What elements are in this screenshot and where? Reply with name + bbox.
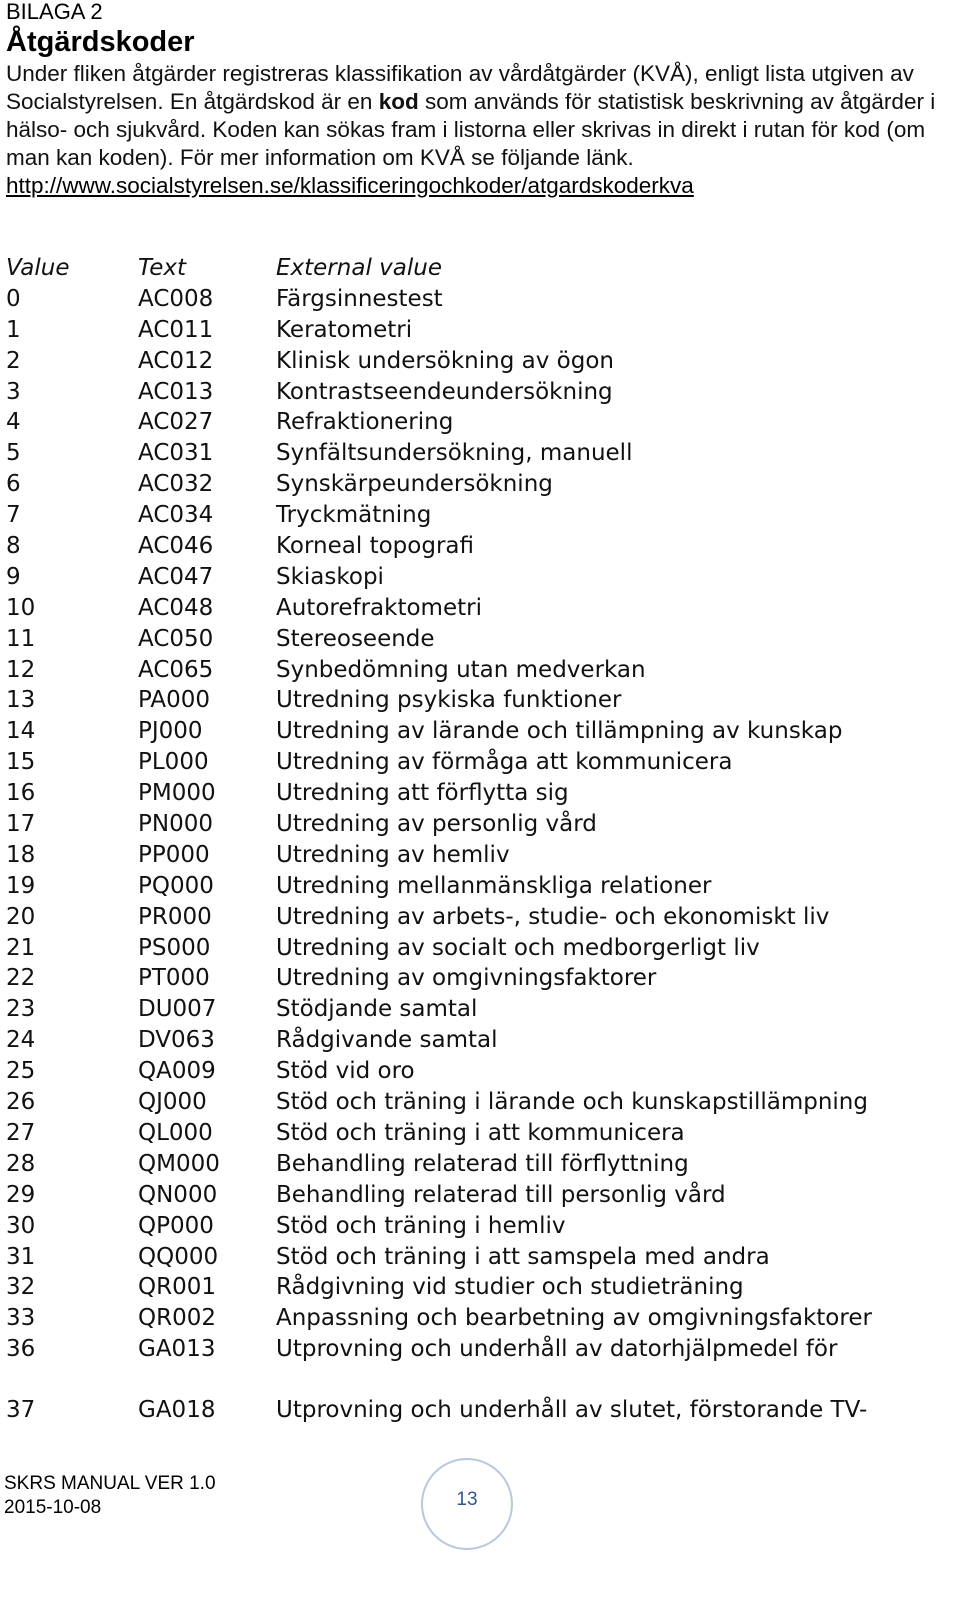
cell-external-value: Färgsinnestest [276, 285, 443, 312]
cell-value: 8 [6, 533, 21, 560]
cell-external-value: Utredning av socialt och medborgerligt liv [276, 934, 760, 961]
cell-value: 28 [6, 1150, 36, 1177]
cell-value: 9 [6, 563, 21, 590]
appendix-label: BILAGA 2 [6, 0, 103, 24]
cell-value: 29 [6, 1181, 36, 1208]
cell-code: GA013 [138, 1336, 216, 1363]
cell-code: AC047 [138, 563, 214, 590]
kva-link[interactable]: http://www.socialstyrelsen.se/klassificeringochkoder/atgardskoderkva [6, 173, 694, 198]
cell-value: 5 [6, 440, 21, 467]
cell-value: 31 [6, 1243, 36, 1270]
cell-code: AC012 [138, 347, 214, 374]
cell-external-value: Klinisk undersökning av ögon [276, 347, 614, 374]
cell-code: QJ000 [138, 1089, 207, 1116]
cell-external-value-line1: Utprovning och underhåll av datorhjälpmedel för [276, 1336, 838, 1363]
table-row [6, 500, 956, 531]
column-header-external-value: External value [276, 255, 442, 281]
cell-code: AC050 [138, 625, 214, 652]
table-row [6, 1303, 956, 1334]
cell-external-value-line1: Utprovning och underhåll av slutet, förstorande TV- [276, 1397, 868, 1424]
cell-code: QR001 [138, 1274, 216, 1301]
table-row [6, 655, 956, 686]
table-row [6, 1087, 956, 1118]
table-row [6, 716, 956, 747]
cell-external-value: Skiaskopi [276, 563, 384, 590]
cell-code: AC027 [138, 409, 214, 436]
cell-code: DV063 [138, 1027, 215, 1054]
cell-external-value: Refraktionering [276, 409, 454, 436]
table-row [6, 438, 956, 469]
cell-external-value: Tryckmätning [276, 502, 432, 529]
cell-external-value: Utredning av omgivningsfaktorer [276, 965, 657, 992]
table-row [6, 809, 956, 840]
cell-external-value: Anpassning och bearbetning av omgivningsfaktorer [276, 1305, 872, 1332]
table-row [6, 1118, 956, 1149]
cell-external-value: Stöd och träning i att kommunicera [276, 1119, 685, 1146]
column-header-value: Value [6, 255, 70, 281]
cell-external-value: Stöd och träning i hemliv [276, 1212, 566, 1239]
cell-code: AC046 [138, 533, 214, 560]
cell-value: 21 [6, 934, 36, 961]
table-row [6, 963, 956, 994]
cell-code: GA018 [138, 1397, 216, 1424]
cell-external-value: Synbedömning utan medverkan [276, 656, 646, 683]
table-row [6, 593, 956, 624]
table-row [6, 407, 956, 438]
cell-external-value: Utredning av förmåga att kommunicera [276, 749, 733, 776]
cell-value: 12 [6, 656, 36, 683]
table-row [6, 902, 956, 933]
cell-external-value: Utredning av hemliv [276, 841, 510, 868]
cell-value: 32 [6, 1274, 36, 1301]
cell-value: 17 [6, 811, 36, 838]
cell-value: 2 [6, 347, 21, 374]
cell-value: 14 [6, 718, 36, 745]
cell-code: AC048 [138, 594, 214, 621]
table-row [6, 562, 956, 593]
cell-value: 25 [6, 1058, 36, 1085]
column-header-text: Text [138, 255, 186, 281]
cell-value: 1 [6, 316, 21, 343]
cell-external-value: Korneal topografi [276, 533, 474, 560]
table-row [6, 469, 956, 500]
cell-external-value: Kontrastseendeundersökning [276, 378, 613, 405]
cell-code: PA000 [138, 687, 211, 714]
codes-table [6, 253, 956, 1456]
page-footer [4, 1472, 216, 1520]
cell-external-value: Synfältsundersökning, manuell [276, 440, 633, 467]
cell-code: QQ000 [138, 1243, 219, 1270]
cell-external-value: Utredning att förflytta sig [276, 780, 569, 807]
cell-code: QP000 [138, 1212, 214, 1239]
cell-code: PS000 [138, 934, 211, 961]
table-row [6, 1211, 956, 1242]
cell-external-value: Stöd och träning i lärande och kunskapstillämpning [276, 1089, 868, 1116]
cell-external-value [276, 1334, 956, 1395]
table-body [6, 284, 956, 1456]
cell-external-value: Utredning av arbets-, studie- och ekonomiskt liv [276, 903, 830, 930]
cell-value: 30 [6, 1212, 36, 1239]
cell-code: QL000 [138, 1119, 213, 1146]
footer-manual-version: SKRS MANUAL VER 1.0 [4, 1473, 216, 1494]
table-row [6, 1334, 956, 1395]
cell-external-value: Utredning av personlig vård [276, 811, 597, 838]
cell-value: 15 [6, 749, 36, 776]
table-row [6, 377, 956, 408]
page-title: Åtgärdskoder [6, 26, 195, 58]
cell-value: 20 [6, 903, 36, 930]
cell-value: 3 [6, 378, 21, 405]
table-row [6, 685, 956, 716]
cell-code: QN000 [138, 1181, 218, 1208]
table-row [6, 871, 956, 902]
cell-value: 26 [6, 1089, 36, 1116]
cell-value: 37 [6, 1397, 36, 1424]
cell-value: 24 [6, 1027, 36, 1054]
table-header-row [6, 253, 956, 284]
table-row [6, 1056, 956, 1087]
cell-external-value: Rådgivande samtal [276, 1027, 498, 1054]
cell-code: PQ000 [138, 872, 214, 899]
cell-value: 13 [6, 687, 36, 714]
cell-value: 19 [6, 872, 36, 899]
intro-paragraph [6, 60, 956, 172]
cell-value: 16 [6, 780, 36, 807]
cell-value: 27 [6, 1119, 36, 1146]
cell-code: PT000 [138, 965, 210, 992]
intro-keyword: kod [378, 89, 419, 114]
table-row [6, 346, 956, 377]
cell-code: PM000 [138, 780, 216, 807]
cell-value: 36 [6, 1336, 36, 1363]
cell-code: AC031 [138, 440, 214, 467]
cell-code: PP000 [138, 841, 210, 868]
table-row [6, 994, 956, 1025]
cell-external-value: Autorefraktometri [276, 594, 482, 621]
page-number-badge [421, 1458, 513, 1550]
cell-value: 4 [6, 409, 21, 436]
intro-text-part1: Under fliken åtgärder registreras klassifikation av vårdåtgärder (KVÅ), enligt lista utgiven av Socialstyrelsen. En åtgärdskod är en [6, 61, 914, 114]
cell-code: PL000 [138, 749, 209, 776]
table-row [6, 933, 956, 964]
cell-external-value: Stereoseende [276, 625, 435, 652]
table-row [6, 840, 956, 871]
cell-code: AC011 [138, 316, 214, 343]
table-row [6, 1272, 956, 1303]
table-row [6, 1242, 956, 1273]
cell-value: 0 [6, 285, 21, 312]
cell-external-value: Utredning mellanmänskliga relationer [276, 872, 712, 899]
table-row [6, 1395, 956, 1456]
document-page [6, 0, 956, 200]
cell-value: 10 [6, 594, 36, 621]
cell-code: PJ000 [138, 718, 203, 745]
cell-code: AC034 [138, 502, 214, 529]
cell-code: QM000 [138, 1150, 220, 1177]
table-row [6, 624, 956, 655]
cell-external-value: Stödjande samtal [276, 996, 478, 1023]
cell-external-value: Synskärpeundersökning [276, 471, 553, 498]
cell-value: 23 [6, 996, 36, 1023]
cell-external-value: Utredning psykiska funktioner [276, 687, 622, 714]
cell-value: 7 [6, 502, 21, 529]
table-row [6, 1025, 956, 1056]
cell-value: 22 [6, 965, 36, 992]
cell-code: PR000 [138, 903, 212, 930]
table-row [6, 531, 956, 562]
cell-value: 33 [6, 1305, 36, 1332]
table-row [6, 778, 956, 809]
page-number: 13 [456, 1489, 478, 1510]
cell-code: QA009 [138, 1058, 216, 1085]
table-row [6, 1149, 956, 1180]
cell-external-value: Behandling relaterad till personlig vård [276, 1181, 726, 1208]
cell-value: 18 [6, 841, 36, 868]
cell-code: DU007 [138, 996, 217, 1023]
cell-external-value: Behandling relaterad till förflyttning [276, 1150, 689, 1177]
cell-external-value: Stöd vid oro [276, 1058, 415, 1085]
cell-external-value: Stöd och träning i att samspela med andra [276, 1243, 770, 1270]
cell-code: QR002 [138, 1305, 216, 1332]
cell-code: AC008 [138, 285, 214, 312]
cell-external-value [276, 1395, 956, 1456]
cell-code: AC032 [138, 471, 214, 498]
footer-date: 2015-10-08 [4, 1497, 102, 1518]
table-row [6, 747, 956, 778]
cell-external-value: Rådgivning vid studier och studieträning [276, 1274, 744, 1301]
cell-code: PN000 [138, 811, 213, 838]
cell-code: AC065 [138, 656, 214, 683]
cell-external-value: Keratometri [276, 316, 413, 343]
cell-code: AC013 [138, 378, 214, 405]
table-row [6, 1180, 956, 1211]
cell-external-value: Utredning av lärande och tillämpning av kunskap [276, 718, 843, 745]
cell-value: 6 [6, 471, 21, 498]
intro-text-part2: som används för statistisk beskrivning av åtgärder i hälso- och sjukvård. Koden kan sökas fram i listorna eller skrivas in direkt i rutan för kod (om man kan koden). För mer information om KVÅ se följande länk. [6, 89, 936, 170]
table-row [6, 315, 956, 346]
cell-value: 11 [6, 625, 36, 652]
table-row [6, 284, 956, 315]
